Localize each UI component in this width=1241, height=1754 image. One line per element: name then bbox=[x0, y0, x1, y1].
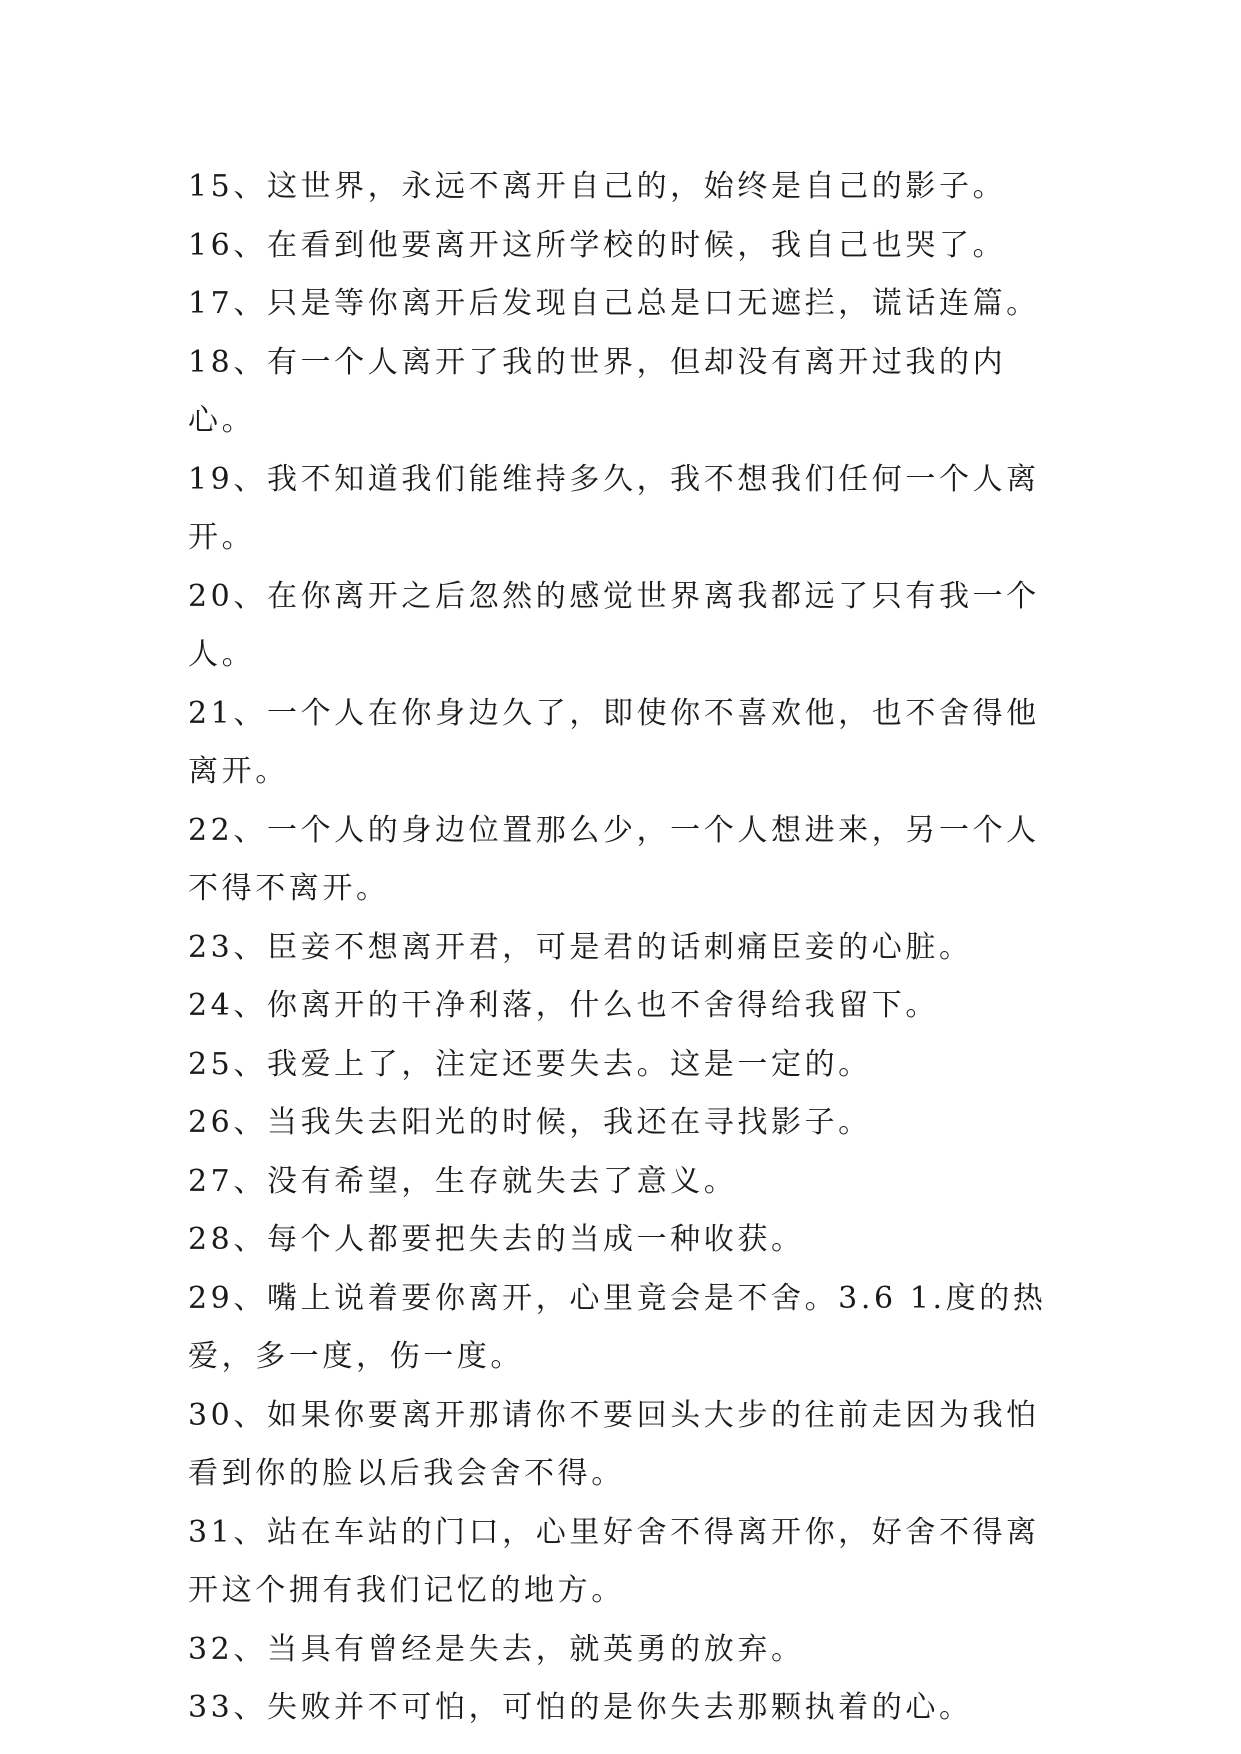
paragraph-20: 20、在你离开之后忽然的感觉世界离我都远了只有我一个人。 bbox=[188, 578, 1040, 672]
paragraph-23: 23、臣妾不想离开君，可是君的话刺痛臣妾的心脏。 bbox=[188, 929, 973, 965]
paragraph-19: 19、我不知道我们能维持多久，我不想我们任何一个人离开。 bbox=[188, 461, 1040, 555]
paragraph-21: 21、一个人在你身边久了，即使你不喜欢他，也不舍得他离开。 bbox=[188, 695, 1040, 789]
document-body bbox=[188, 158, 1068, 1738]
paragraph-22: 22、一个人的身边位置那么少，一个人想进来，另一个人不得不离开。 bbox=[188, 812, 1040, 906]
paragraph-30: 30、如果你要离开那请你不要回头大步的往前走因为我怕看到你的脸以后我会舍不得。 bbox=[188, 1397, 1040, 1491]
paragraph-17: 17、只是等你离开后发现自己总是口无遮拦，谎话连篇。 bbox=[188, 286, 1040, 321]
paragraph-16: 16、在看到他要离开这所学校的时候，我自己也哭了。 bbox=[188, 227, 1007, 263]
paragraph-24: 24、你离开的干净利落，什么也不舍得给我留下。 bbox=[188, 988, 939, 1023]
paragraph-29: 29、嘴上说着要你离开，心里竟会是不舍。3.6 1.度的热爱，多一度，伤一度。 bbox=[188, 1280, 1047, 1374]
paragraph-27: 27、没有希望，生存就失去了意义。 bbox=[188, 1163, 738, 1199]
paragraph-26: 26、当我失去阳光的时候，我还在寻找影子。 bbox=[188, 1105, 872, 1140]
paragraph-28: 28、每个人都要把失去的当成一种收获。 bbox=[188, 1222, 805, 1257]
paragraph-18: 18、有一个人离开了我的世界，但却没有离开过我的内心。 bbox=[188, 344, 1007, 438]
paragraph-31: 31、站在车站的门口，心里好舍不得离开你，好舍不得离开这个拥有我们记忆的地方。 bbox=[188, 1514, 1040, 1608]
paragraph-25: 25、我爱上了，注定还要失去。这是一定的。 bbox=[188, 1046, 872, 1082]
paragraph-32: 32、当具有曾经是失去，就英勇的放弃。 bbox=[188, 1631, 805, 1667]
paragraph-15: 15、这世界，永远不离开自己的，始终是自己的影子。 bbox=[188, 169, 1007, 204]
paragraph-33: 33、失败并不可怕，可怕的是你失去那颗执着的心。 bbox=[188, 1690, 973, 1725]
